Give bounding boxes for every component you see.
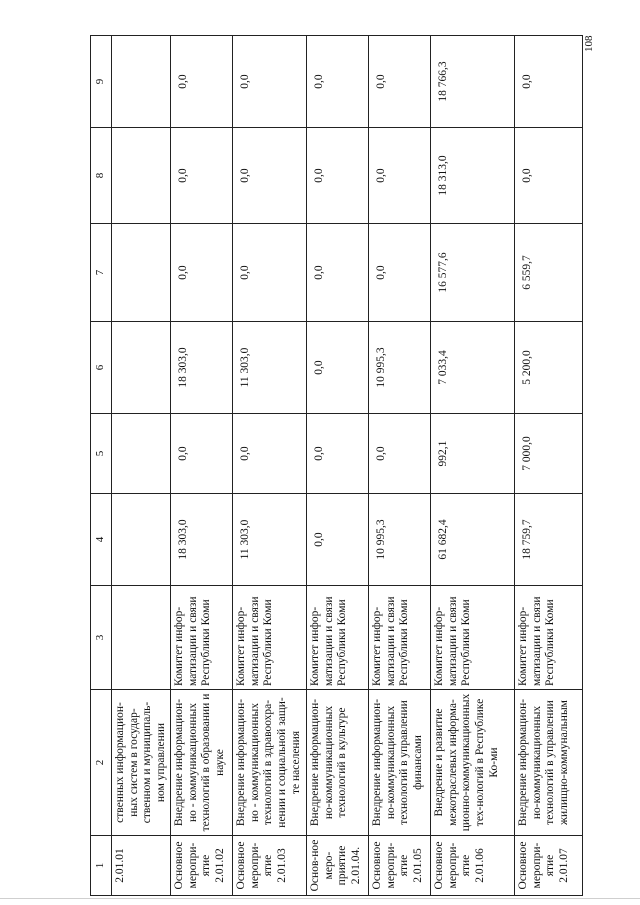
value-col5 xyxy=(112,414,171,494)
value-col5: 992,1 xyxy=(431,414,515,494)
value-col7: 0,0 xyxy=(233,224,307,322)
value-col4: 11 303,0 xyxy=(233,494,307,586)
value-col8: 0,0 xyxy=(171,128,233,224)
value-col6 xyxy=(112,322,171,414)
activity-name: Внедрение и развитие межотраслевых информа-ционно-коммуникационных тех-нологий в Республике Ко-ми xyxy=(431,690,515,836)
value-col9: 0,0 xyxy=(515,36,583,128)
value-col8: 0,0 xyxy=(369,128,431,224)
value-col7: 0,0 xyxy=(307,224,369,322)
value-col6: 7 033,4 xyxy=(431,322,515,414)
value-col4: 18 759,7 xyxy=(515,494,583,586)
value-col7: 6 559,7 xyxy=(515,224,583,322)
value-col5: 0,0 xyxy=(171,414,233,494)
value-col4: 10 995,3 xyxy=(369,494,431,586)
responsible-org xyxy=(112,586,171,690)
header-cell: 2 xyxy=(91,690,112,836)
value-col7 xyxy=(112,224,171,322)
activity-code: Основное меропри-ятие 2.01.05 xyxy=(369,836,431,896)
value-col4 xyxy=(112,494,171,586)
value-col5: 0,0 xyxy=(233,414,307,494)
header-cell: 4 xyxy=(91,494,112,586)
responsible-org: Комитет инфор-матизации и связи Республики Коми xyxy=(233,586,307,690)
responsible-org: Комитет инфор-матизации и связи Республики Коми xyxy=(307,586,369,690)
value-col9: 0,0 xyxy=(171,36,233,128)
responsible-org: Комитет инфор-матизации и связи Республики Коми xyxy=(369,586,431,690)
value-col9 xyxy=(112,36,171,128)
page-number: 108 xyxy=(583,35,595,52)
activity-name: Внедрение информацион-но-коммуникационных технологий в культуре xyxy=(307,690,369,836)
header-cell: 6 xyxy=(91,322,112,414)
value-col7: 16 577,6 xyxy=(431,224,515,322)
table-row xyxy=(307,36,369,896)
activity-code: 2.01.01 xyxy=(112,836,171,896)
value-col5: 0,0 xyxy=(369,414,431,494)
value-col8: 0,0 xyxy=(307,128,369,224)
value-col9: 0,0 xyxy=(307,36,369,128)
value-col6: 0,0 xyxy=(307,322,369,414)
activity-code: Основное меропри-ятие 2.01.06 xyxy=(431,836,515,896)
scan-edge xyxy=(0,898,640,899)
header-cell: 9 xyxy=(91,36,112,128)
value-col4: 61 682,4 xyxy=(431,494,515,586)
program-activities-table xyxy=(90,35,583,896)
value-col7: 0,0 xyxy=(369,224,431,322)
header-cell: 1 xyxy=(91,836,112,896)
value-col9: 0,0 xyxy=(369,36,431,128)
rotated-table-wrapper xyxy=(90,36,580,896)
header-cell: 8 xyxy=(91,128,112,224)
value-col7: 0,0 xyxy=(171,224,233,322)
header-cell: 3 xyxy=(91,586,112,690)
activity-code: Основное меропри-ятие 2.01.02 xyxy=(171,836,233,896)
activity-name: Внедрение информацион-но - коммуникационных технологий в здравоохра-нении и социальной защи-те населения xyxy=(233,690,307,836)
header-cell: 7 xyxy=(91,224,112,322)
activity-code: Основное меропри-ятие 2.01.03 xyxy=(233,836,307,896)
value-col8: 0,0 xyxy=(233,128,307,224)
value-col8: 0,0 xyxy=(515,128,583,224)
activity-name: Внедрение информацион-но - коммуникационных технологий в образовании и науке xyxy=(171,690,233,836)
value-col4: 18 303,0 xyxy=(171,494,233,586)
table-row xyxy=(515,36,583,896)
value-col9: 0,0 xyxy=(233,36,307,128)
table-row xyxy=(233,36,307,896)
responsible-org: Комитет инфор-матизации и связи Республики Коми xyxy=(171,586,233,690)
table-row xyxy=(112,36,171,896)
activity-name: Внедрение информацион-но-коммуникационных технологий в управлении финансами xyxy=(369,690,431,836)
value-col8 xyxy=(112,128,171,224)
value-col6: 11 303,0 xyxy=(233,322,307,414)
activity-name: ственных информацион-ных систем в государ-ственном и муниципаль-ном управлении xyxy=(112,690,171,836)
activity-name: Внедрение информацион-но-коммуникационных технологий в управлении жилищно-коммунальным xyxy=(515,690,583,836)
value-col4: 0,0 xyxy=(307,494,369,586)
activity-code: Основ-ное меро-приятие 2.01.04. xyxy=(307,836,369,896)
responsible-org: Комитет инфор-матизации и связи Республики Коми xyxy=(515,586,583,690)
header-cell: 5 xyxy=(91,414,112,494)
value-col6: 5 200,0 xyxy=(515,322,583,414)
value-col6: 18 303,0 xyxy=(171,322,233,414)
table-row xyxy=(369,36,431,896)
value-col8: 18 313,0 xyxy=(431,128,515,224)
header-row xyxy=(91,36,112,896)
table-row xyxy=(431,36,515,896)
value-col5: 0,0 xyxy=(307,414,369,494)
value-col6: 10 995,3 xyxy=(369,322,431,414)
value-col9: 18 766,3 xyxy=(431,36,515,128)
table-row xyxy=(171,36,233,896)
activity-code: Основное меропри-ятие 2.01.07 xyxy=(515,836,583,896)
value-col5: 7 000,0 xyxy=(515,414,583,494)
responsible-org: Комитет инфор-матизации и связи Республики Коми xyxy=(431,586,515,690)
